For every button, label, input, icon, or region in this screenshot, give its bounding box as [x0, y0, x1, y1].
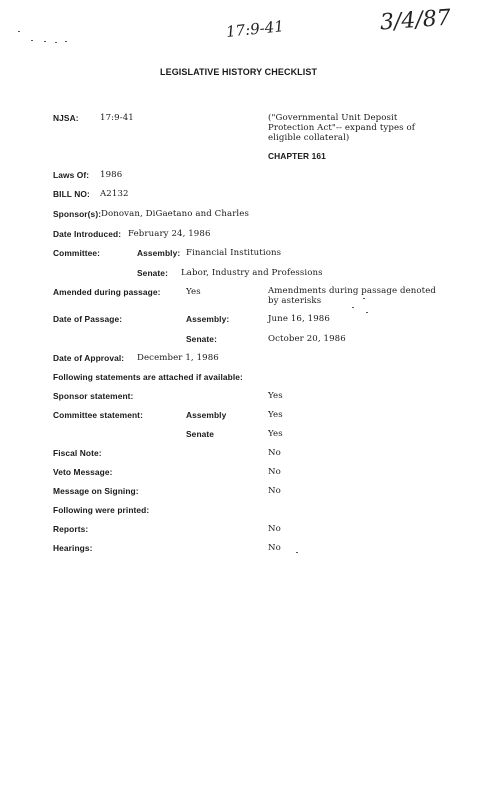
date-of-approval-value: December 1, 1986 [137, 353, 219, 363]
sponsor-statement-value: Yes [268, 391, 283, 401]
reports-value: No [268, 524, 281, 534]
fiscal-note-label: Fiscal Note: [53, 448, 102, 458]
committee-senate-label: Senate: [137, 268, 168, 278]
bill-no-label: BILL NO: [53, 189, 90, 199]
sponsors-label: Sponsor(s): [53, 209, 102, 219]
scan-speck [366, 312, 368, 313]
passage-assembly-value: June 16, 1986 [268, 314, 330, 324]
committee-statement-assembly-value: Yes [268, 410, 283, 420]
scan-speck [18, 31, 20, 32]
scan-speck [65, 41, 67, 42]
date-introduced-value: February 24, 1986 [128, 229, 211, 239]
scan-speck [352, 307, 354, 308]
handwritten-date: 3/4/87 [379, 5, 452, 36]
committee-assembly-label: Assembly: [137, 248, 181, 258]
veto-message-label: Veto Message: [53, 467, 113, 477]
scan-speck [55, 42, 57, 43]
committee-statement-senate-value: Yes [268, 429, 283, 439]
message-on-signing-value: No [268, 486, 281, 496]
printed-heading: Following were printed: [53, 505, 150, 515]
chapter-label: CHAPTER 161 [268, 151, 326, 161]
date-of-passage-label: Date of Passage: [53, 314, 123, 324]
scan-speck [296, 552, 298, 553]
scan-speck [363, 298, 365, 299]
laws-of-value: 1986 [100, 170, 123, 180]
committee-label: Committee: [53, 248, 101, 258]
laws-of-label: Laws Of: [53, 170, 90, 180]
njsa-description-line: Protection Act"-- expand types of [268, 123, 416, 133]
sponsors-value: Donovan, DiGaetano and Charles [101, 209, 249, 219]
passage-assembly-label: Assembly: [186, 314, 230, 324]
veto-message-value: No [268, 467, 281, 477]
committee-statement-label: Committee statement: [53, 410, 143, 420]
amended-note-line: Amendments during passage denoted [268, 286, 437, 296]
hearings-label: Hearings: [53, 543, 93, 553]
reports-label: Reports: [53, 524, 89, 534]
date-of-approval-label: Date of Approval: [53, 353, 125, 363]
scan-speck [31, 40, 33, 41]
njsa-description-line: eligible collateral) [268, 133, 350, 143]
bill-no-value: A2132 [100, 189, 129, 199]
njsa-label: NJSA: [53, 113, 79, 123]
hearings-value: No [268, 543, 281, 553]
passage-senate-value: October 20, 1986 [268, 334, 346, 344]
njsa-value: 17:9-41 [100, 113, 134, 123]
sponsor-statement-label: Sponsor statement: [53, 391, 134, 401]
njsa-description-line: ("Governmental Unit Deposit [268, 113, 398, 123]
scan-speck [44, 41, 46, 42]
passage-senate-label: Senate: [186, 334, 217, 344]
fiscal-note-value: No [268, 448, 281, 458]
committee-statement-assembly-label: Assembly [186, 410, 227, 420]
statements-heading: Following statements are attached if available: [53, 372, 243, 382]
handwritten-statute-number: 17:9-41 [225, 17, 285, 41]
amended-note-line: by asterisks [268, 296, 322, 306]
amended-value: Yes [186, 287, 201, 297]
amended-label: Amended during passage: [53, 287, 161, 297]
committee-assembly-value: Financial Institutions [186, 248, 282, 258]
message-on-signing-label: Message on Signing: [53, 486, 139, 496]
committee-statement-senate-label: Senate [186, 429, 215, 439]
date-introduced-label: Date Introduced: [53, 229, 122, 239]
committee-senate-value: Labor, Industry and Professions [181, 268, 323, 278]
page-title: LEGISLATIVE HISTORY CHECKLIST [160, 67, 318, 77]
